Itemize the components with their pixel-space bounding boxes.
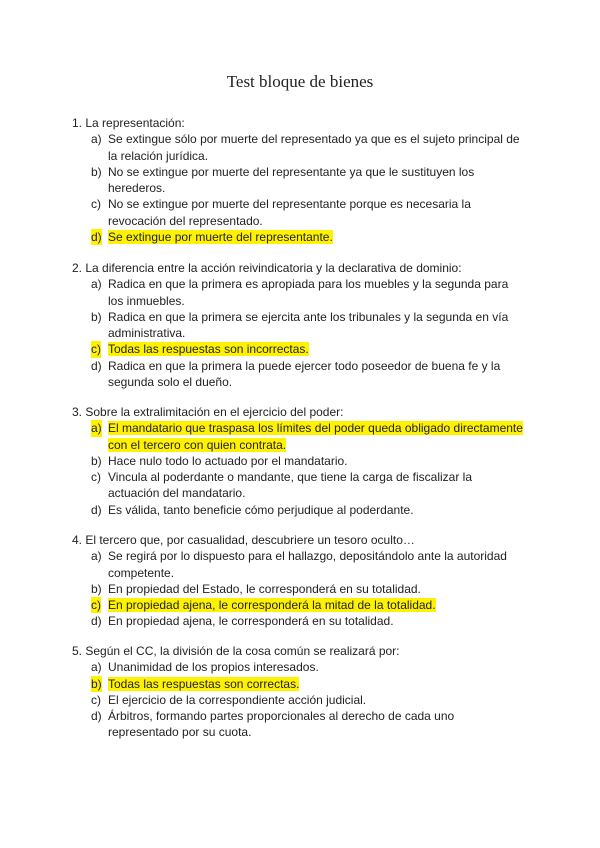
- option-text-line: actuación del mandatario.: [108, 486, 246, 501]
- option-letter: a): [91, 421, 102, 436]
- option-text-line: En propiedad del Estado, le corresponderá en su totalidad.: [108, 581, 421, 596]
- option-letter: c): [91, 598, 101, 613]
- answer-option-d: [72, 229, 542, 245]
- answer-option-d: [72, 358, 542, 391]
- answer-option-a: [72, 420, 542, 453]
- option-letter: d): [91, 358, 102, 373]
- page-title: Test bloque de bienes: [226, 72, 374, 91]
- answer-option-b: [72, 676, 542, 692]
- answer-option-a: [72, 276, 542, 309]
- option-letter: b): [91, 453, 102, 468]
- option-text-line: No se extingue por muerte del representante ya que le sustituyen los: [108, 164, 475, 179]
- option-letter: b): [91, 676, 102, 691]
- answer-option-a: [72, 659, 542, 675]
- answer-option-b: [72, 164, 542, 197]
- option-text-line: Radica en que la primera se ejercita ante los tribunales y la segunda en vía: [108, 309, 509, 324]
- answer-option-b: [72, 453, 542, 469]
- option-letter: c): [91, 692, 101, 707]
- question-stem: 1. La representación:: [72, 116, 185, 130]
- answer-option-b: [72, 309, 542, 342]
- question-stem: 5. Según el CC, la división de la cosa común se realizará por:: [72, 644, 400, 658]
- answer-option-a: [72, 548, 542, 581]
- option-text-line: No se extingue por muerte del representante porque es necesaria la: [108, 197, 471, 212]
- option-text-line: representado por su cuota.: [108, 725, 252, 740]
- answer-option-d: [72, 502, 542, 518]
- option-letter: b): [91, 581, 102, 596]
- option-text-line: Árbitros, formando partes proporcionales al derecho de cada uno: [108, 709, 455, 724]
- option-text-line: Radica en que la primera la puede ejercer todo poseedor de buena fe y la: [108, 358, 501, 373]
- option-text-line: la relación jurídica.: [108, 148, 209, 163]
- question-stem: 2. La diferencia entre la acción reivindicatoria y la declarativa de dominio:: [72, 261, 462, 275]
- question-2: [72, 260, 542, 390]
- question-4: [72, 532, 542, 630]
- option-text-line: Hace nulo todo lo actuado por el mandatario.: [108, 453, 348, 468]
- answer-option-c: [72, 692, 542, 708]
- option-text-line: Unanimidad de los propios interesados.: [108, 660, 319, 675]
- answer-option-c: [72, 196, 542, 229]
- option-letter: d): [91, 230, 102, 245]
- answer-option-b: [72, 581, 542, 597]
- answer-option-a: [72, 131, 542, 164]
- option-letter: b): [91, 164, 102, 179]
- option-text-line: segunda solo el dueño.: [108, 375, 233, 390]
- option-text-line: Vincula al poderdante o mandante, que tiene la carga de fiscalizar la: [108, 470, 473, 485]
- option-text-line: El mandatario que traspasa los límites del poder queda obligado directamente: [108, 421, 523, 436]
- option-letter: c): [91, 342, 101, 357]
- answer-option-d: [72, 708, 542, 741]
- option-text-line: En propiedad ajena, le corresponderá en su totalidad.: [108, 614, 394, 629]
- option-text-line: Todas las respuestas son incorrectas.: [108, 342, 309, 357]
- question-stem: 4. El tercero que, por casualidad, descubriere un tesoro oculto…: [72, 533, 415, 547]
- option-letter: c): [91, 197, 101, 212]
- option-text-line: con el tercero con quien contrata.: [108, 437, 287, 452]
- question-stem: 3. Sobre la extralimitación en el ejercicio del poder:: [72, 405, 344, 419]
- question-5: [72, 643, 542, 741]
- option-text-line: Se extingue por muerte del representante.: [108, 230, 333, 245]
- option-letter: b): [91, 309, 102, 324]
- option-letter: a): [91, 549, 102, 564]
- option-text-line: competente.: [108, 565, 175, 580]
- option-text-line: En propiedad ajena, le corresponderá la mitad de la totalidad.: [108, 598, 436, 613]
- option-letter: a): [91, 277, 102, 292]
- option-letter: d): [91, 709, 102, 724]
- option-text-line: Se extingue sólo por muerte del representado ya que es el sujeto principal de: [108, 132, 520, 147]
- question-1: [72, 115, 542, 245]
- option-letter: a): [91, 132, 102, 147]
- question-3: [72, 404, 542, 518]
- option-letter: c): [91, 470, 101, 485]
- option-text-line: El ejercicio de la correspondiente acción judicial.: [108, 692, 367, 707]
- option-text-line: Se regirá por lo dispuesto para el hallazgo, depositándolo ante la autoridad: [108, 549, 507, 564]
- answer-option-c: [72, 341, 542, 357]
- option-text-line: Radica en que la primera es apropiada para los muebles y la segunda para: [108, 277, 509, 292]
- option-text-line: herederos.: [108, 181, 166, 196]
- answer-option-d: [72, 613, 542, 629]
- answer-option-c: [72, 597, 542, 613]
- option-text-line: revocación del representado.: [108, 213, 263, 228]
- option-letter: d): [91, 502, 102, 517]
- option-text-line: administrativa.: [108, 326, 186, 341]
- option-text-line: Es válida, tanto beneficie cómo perjudique al poderdante.: [108, 502, 414, 517]
- option-letter: a): [91, 660, 102, 675]
- answer-option-c: [72, 469, 542, 502]
- option-text-line: los inmuebles.: [108, 293, 185, 308]
- option-text-line: Todas las respuestas son correctas.: [108, 676, 300, 691]
- option-letter: d): [91, 614, 102, 629]
